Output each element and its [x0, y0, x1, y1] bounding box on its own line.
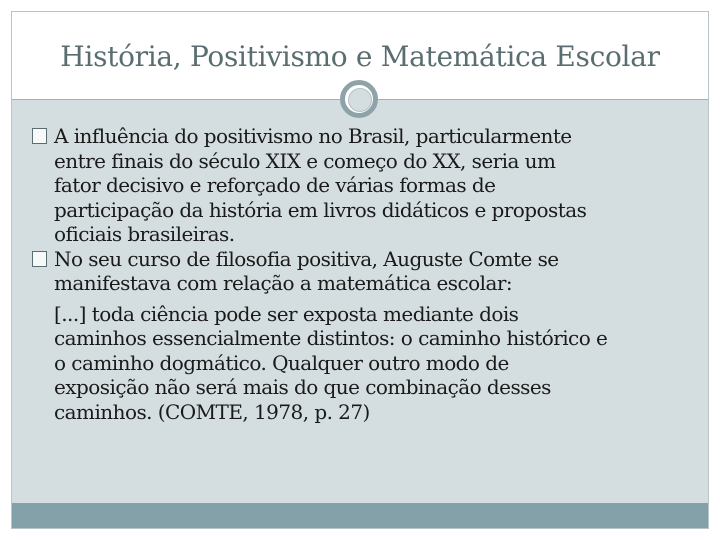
slide-content: [32, 124, 702, 424]
quote-line: exposição não será mais do que combinação desses: [54, 375, 551, 399]
bullet-item: [32, 247, 702, 296]
bullet-line: A influência do positivismo no Brasil, particularmente: [54, 124, 572, 148]
quote-block: [32, 302, 702, 425]
quote-line: [...] toda ciência pode ser exposta mediante dois: [54, 301, 519, 326]
slide-title: História, Positivismo e Matemática Escolar: [60, 40, 660, 73]
circle-ornament-icon: [340, 80, 378, 118]
circle-ornament-inner: [348, 88, 372, 112]
bullet-line: participação da história em livros didáticos e propostas: [54, 197, 587, 222]
bullet-line: entre finais do século XIX e começo do XX, seria um: [54, 148, 556, 173]
box-bullet-icon: [32, 128, 47, 144]
box-bullet-icon: [32, 251, 47, 267]
bullet-line: oficiais brasileiras.: [54, 222, 235, 246]
bullet-line: No seu curso de filosofia positiva, Auguste Comte se: [54, 246, 559, 271]
bullet-line: fator decisivo e reforçado de várias formas de: [54, 173, 496, 197]
quote-line: o caminho dogmático. Qualquer outro modo de: [54, 350, 509, 375]
bullet-line: manifestava com relação a matemática escolar:: [54, 271, 513, 295]
quote-line: caminhos essencialmente distintos: o caminho histórico e: [54, 326, 608, 350]
footer-band: [12, 503, 708, 528]
bullet-item: [32, 124, 702, 247]
quote-line: caminhos. (COMTE, 1978, p. 27): [54, 399, 370, 424]
